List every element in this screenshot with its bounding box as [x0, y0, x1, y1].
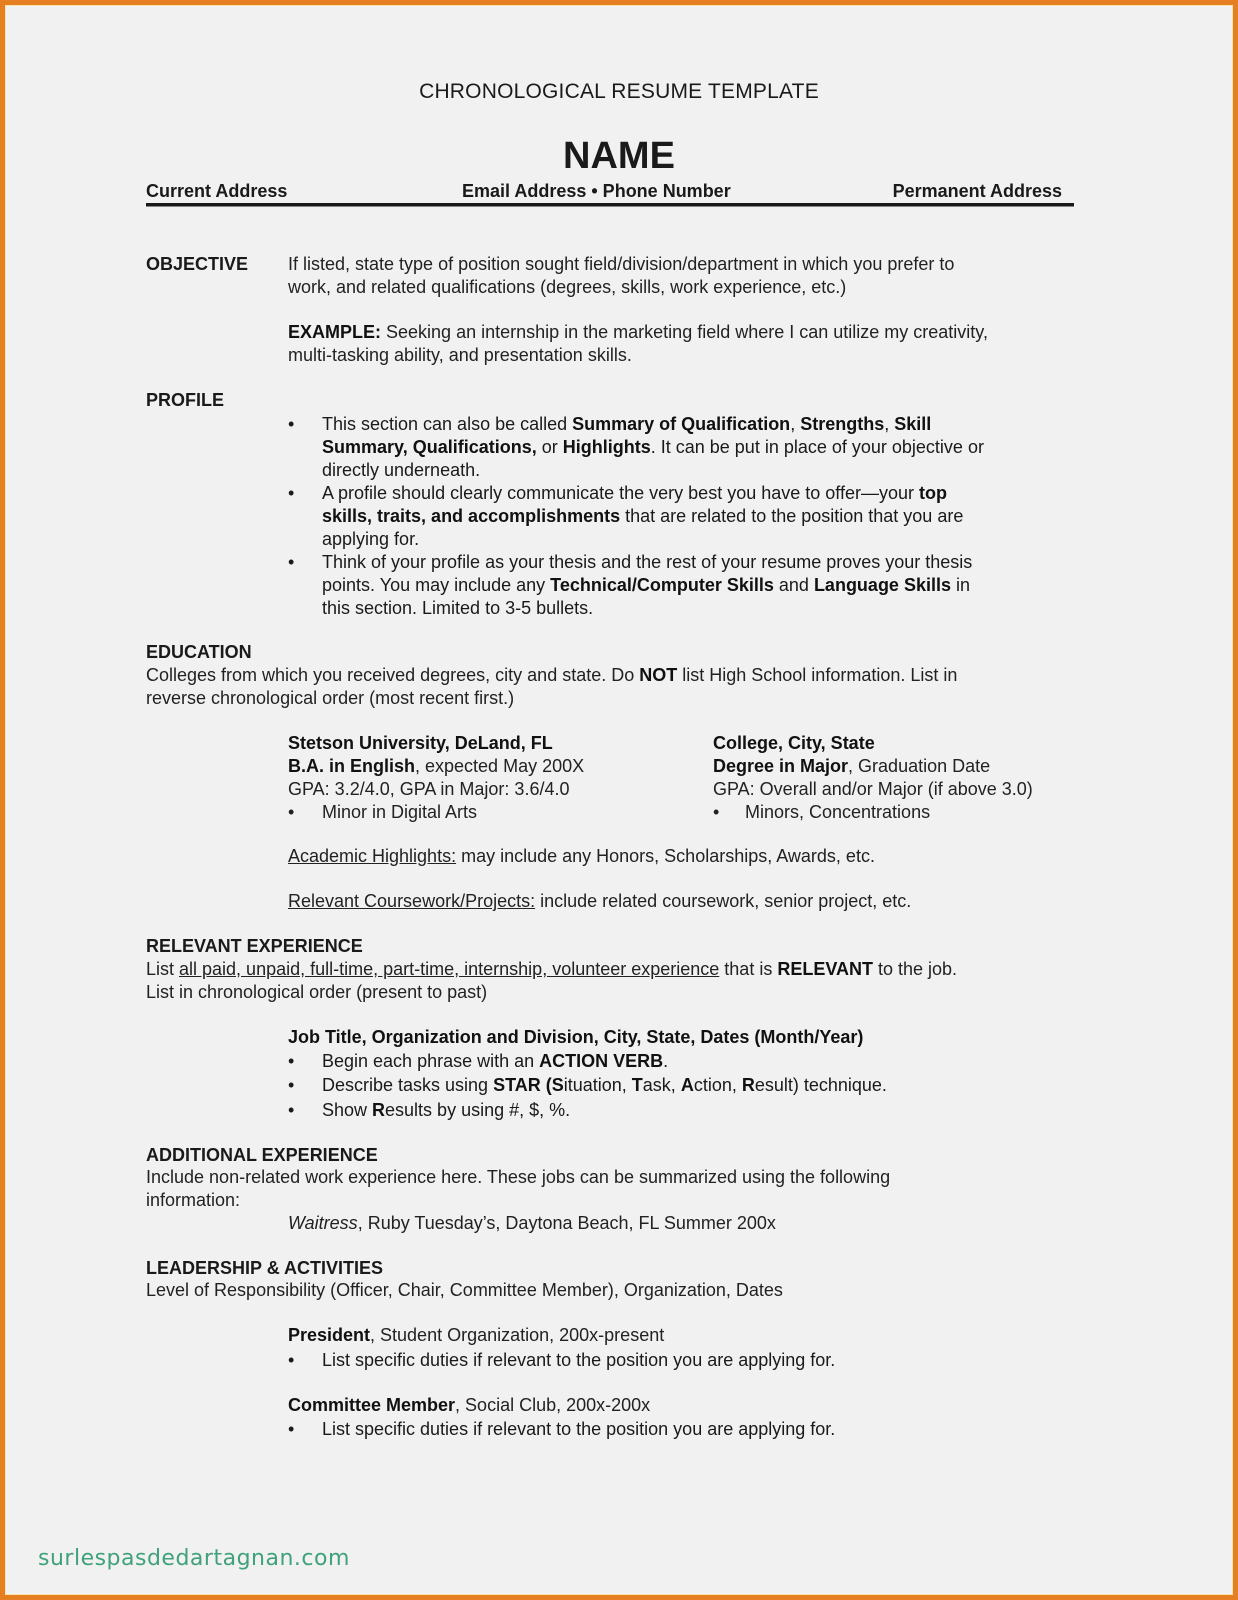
- experience-bullet: • Show Results by using #, $, %.: [288, 1100, 571, 1120]
- objective-heading: OBJECTIVE: [146, 254, 249, 274]
- bullet-icon: •: [713, 802, 720, 822]
- objective-line: If listed, state type of position sought field/division/department in which you prefer to: [288, 254, 955, 274]
- additional-experience-desc: Include non-related work experience here. These jobs can be summarized using the following information:: [146, 1167, 891, 1210]
- bullet-icon: •: [288, 414, 295, 434]
- additional-experience-heading: ADDITIONAL EXPERIENCE: [146, 1145, 378, 1165]
- experience-bullet: • Describe tasks using STAR (Situation, Task, Action, Result) technique.: [288, 1075, 887, 1095]
- leadership-entry: President, Student Organization, 200x-present: [288, 1325, 665, 1345]
- academic-highlights: Academic Highlights: may include any Honors, Scholarships, Awards, etc.: [288, 846, 875, 866]
- leadership-bullet: • List specific duties if relevant to the position you are applying for.: [288, 1419, 836, 1439]
- leadership-heading: LEADERSHIP & ACTIVITIES: [146, 1258, 384, 1278]
- leadership-desc: Level of Responsibility (Officer, Chair, Committee Member), Organization, Dates: [146, 1280, 783, 1300]
- bullet-icon: •: [288, 1419, 295, 1439]
- watermark: surlespasdedartagnan.com: [38, 1546, 350, 1571]
- header-rule: [146, 203, 1074, 207]
- education-desc: Colleges from which you received degrees, city and state. Do NOT list High School information. List in reverse chronological order (most recent first.): [146, 665, 958, 708]
- candidate-name: NAME: [563, 135, 675, 177]
- profile-bullet: • This section can also be called Summary of Qualification, Strengths, Skill Summary, Qualifications, or Highlights. It can be put in place of your objective or directly underneath.: [288, 414, 984, 480]
- permanent-address: Permanent Address: [892, 181, 1062, 201]
- relevant-coursework: Relevant Coursework/Projects: include related coursework, senior project, etc.: [288, 891, 912, 911]
- profile-bullet: • Think of your profile as your thesis and the rest of your resume proves your thesis points. You may include any Technical/Computer Skills and Language Skills in this section. Limited to 3-5 bullets.: [288, 552, 973, 618]
- relevant-experience-heading: RELEVANT EXPERIENCE: [146, 936, 363, 956]
- additional-experience-example: Waitress, Ruby Tuesday’s, Daytona Beach, FL Summer 200x: [288, 1213, 776, 1233]
- school-entry: Stetson University, DeLand, FL B.A. in English, expected May 200X GPA: 3.2/4.0, GPA in Major: 3.6/4.0 • Minor in Digital Arts: [288, 733, 585, 822]
- school-name: College, City, State: [713, 733, 875, 753]
- experience-bullet: • Begin each phrase with an ACTION VERB.: [288, 1051, 669, 1071]
- example-text: multi-tasking ability, and presentation skills.: [288, 345, 632, 365]
- objective-text: [288, 253, 954, 299]
- profile-heading: PROFILE: [146, 390, 225, 410]
- objective-example: [288, 321, 988, 367]
- objective-line: work, and related qualifications (degrees, skills, work experience, etc.): [288, 277, 847, 297]
- current-address: Current Address: [146, 181, 288, 201]
- bullet-icon: •: [288, 1075, 295, 1095]
- bullet-icon: •: [288, 1051, 295, 1071]
- email-phone: Email Address • Phone Number: [462, 181, 731, 201]
- job-title-line: Job Title, Organization and Division, City, State, Dates (Month/Year): [288, 1027, 864, 1047]
- bullet-icon: •: [288, 802, 295, 822]
- bullet-icon: •: [288, 552, 295, 572]
- bullet-icon: •: [288, 1350, 295, 1370]
- example-label: EXAMPLE:: [288, 322, 382, 342]
- example-text: Seeking an internship in the marketing field where I can utilize my creativity,: [381, 322, 988, 342]
- leadership-entry: Committee Member, Social Club, 200x-200x: [288, 1395, 651, 1415]
- resume-page: [5, 5, 1233, 1595]
- bullet-icon: •: [288, 1100, 295, 1120]
- profile-bullet: • A profile should clearly communicate the very best you have to offer—your top skills, traits, and accomplishments that are related to the position that you are applying for.: [288, 483, 964, 549]
- education-heading: EDUCATION: [146, 642, 252, 662]
- leadership-bullet: • List specific duties if relevant to the position you are applying for.: [288, 1350, 836, 1370]
- document-title: CHRONOLOGICAL RESUME TEMPLATE: [419, 80, 819, 103]
- school-name: Stetson University, DeLand, FL: [288, 733, 553, 753]
- bullet-icon: •: [288, 483, 295, 503]
- school-entry: College, City, State Degree in Major, Graduation Date GPA: Overall and/or Major (if above 3.0) • Minors, Concentrations: [713, 733, 1033, 822]
- relevant-experience-desc: List all paid, unpaid, full-time, part-time, internship, volunteer experience that is RELEVANT to the job. List in chronological order (present to past): [146, 959, 958, 1002]
